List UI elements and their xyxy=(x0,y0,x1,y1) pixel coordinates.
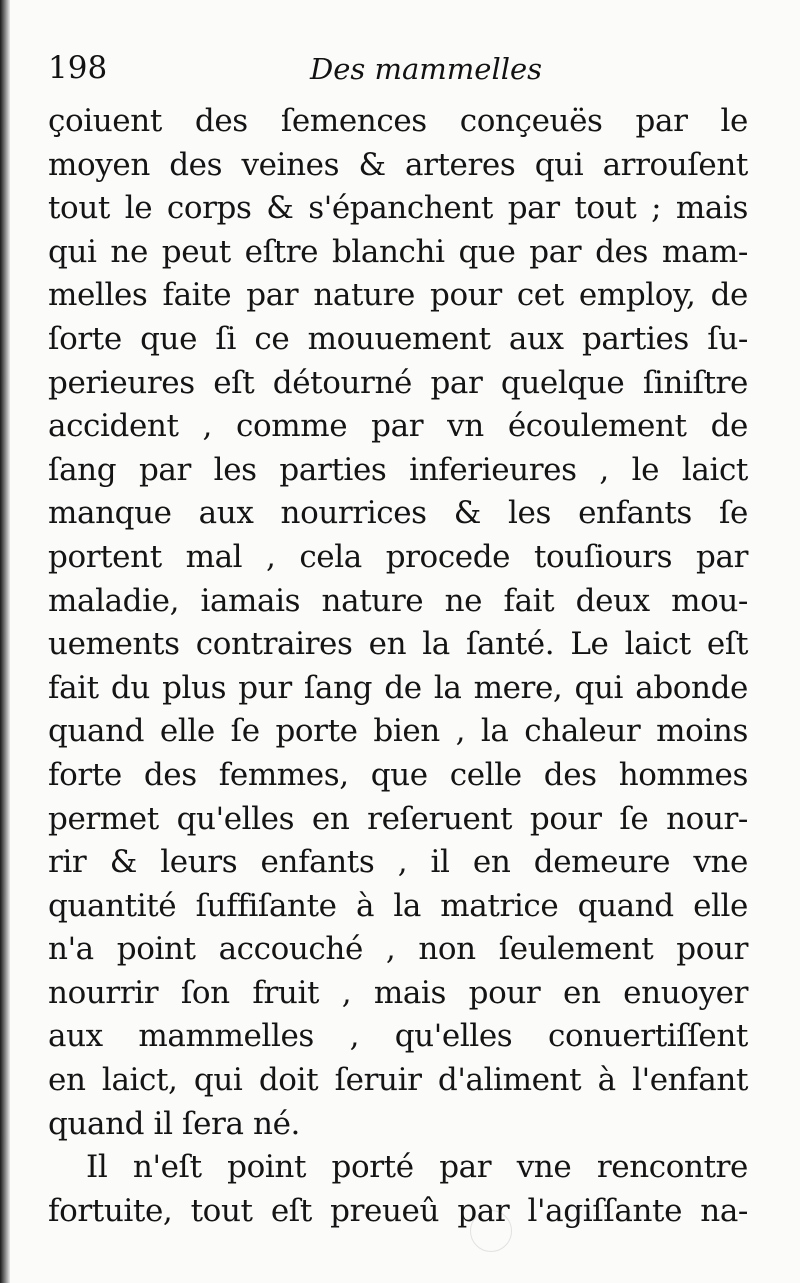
text-line: qui ne peut eſtre blanchi que par des mam- xyxy=(48,233,748,270)
text-line: perieures eſt détourné par quelque ſiniſtre xyxy=(48,364,748,401)
text-line: ſorte que ſi ce mouuement aux parties ſu- xyxy=(48,320,748,357)
text-line: n'a point accouché , non ſeulement pour xyxy=(48,931,748,968)
text-line: quantité ſuffiſante à la matrice quand elle xyxy=(48,887,748,924)
text-line: en laict, qui doit ſeruir d'aliment à l'enfant xyxy=(48,1062,748,1099)
text-line: nourrir ſon fruit , mais pour en enuoyer xyxy=(48,974,748,1011)
text-line: quand elle ſe porte bien , la chaleur moins xyxy=(48,713,748,750)
text-line: fait du plus pur ſang de la mere, qui abonde xyxy=(48,669,748,706)
page-number: 198 xyxy=(48,50,108,86)
paragraph-start-line: Il n'eſt point porté par vne rencontre xyxy=(86,1149,748,1186)
text-line: aux mammelles , qu'elles conuertiſſent xyxy=(48,1018,748,1055)
text-line: manque aux nourrices & les enfants ſe xyxy=(48,495,748,532)
text-line: forte des femmes, que celle des hommes xyxy=(48,756,748,793)
text-line: moyen des veines & arteres qui arrouſent xyxy=(48,146,748,183)
text-line: çoiuent des ſemences conçeuës par le xyxy=(48,103,748,139)
body-text xyxy=(48,100,748,1233)
text-line: fortuite, tout eſt preueû par l'agiſſante na- xyxy=(48,1192,748,1229)
text-line: uements contraires en la ſanté. Le laict eſt xyxy=(48,626,748,663)
page-gutter-shadow xyxy=(0,0,10,1283)
running-head: Des mammelles xyxy=(310,52,543,86)
paragraph-end-line: quand il ſera né. xyxy=(48,1105,300,1142)
text-line: permet qu'elles en reſeruent pour ſe nour- xyxy=(48,800,748,837)
text-line: melles faite par nature pour cet employ, de xyxy=(48,277,748,314)
text-line: rir & leurs enfants , il en demeure vne xyxy=(48,844,748,881)
text-line: accident , comme par vn écoulement de xyxy=(48,408,748,445)
text-line: ſang par les parties inferieures , le laict xyxy=(48,451,748,488)
text-line: maladie, iamais nature ne fait deux mou- xyxy=(48,582,748,619)
text-line: portent mal , cela procede touſiours par xyxy=(48,538,748,575)
page-header xyxy=(48,50,748,98)
text-line: tout le corps & s'épanchent par tout ; mais xyxy=(48,190,748,227)
